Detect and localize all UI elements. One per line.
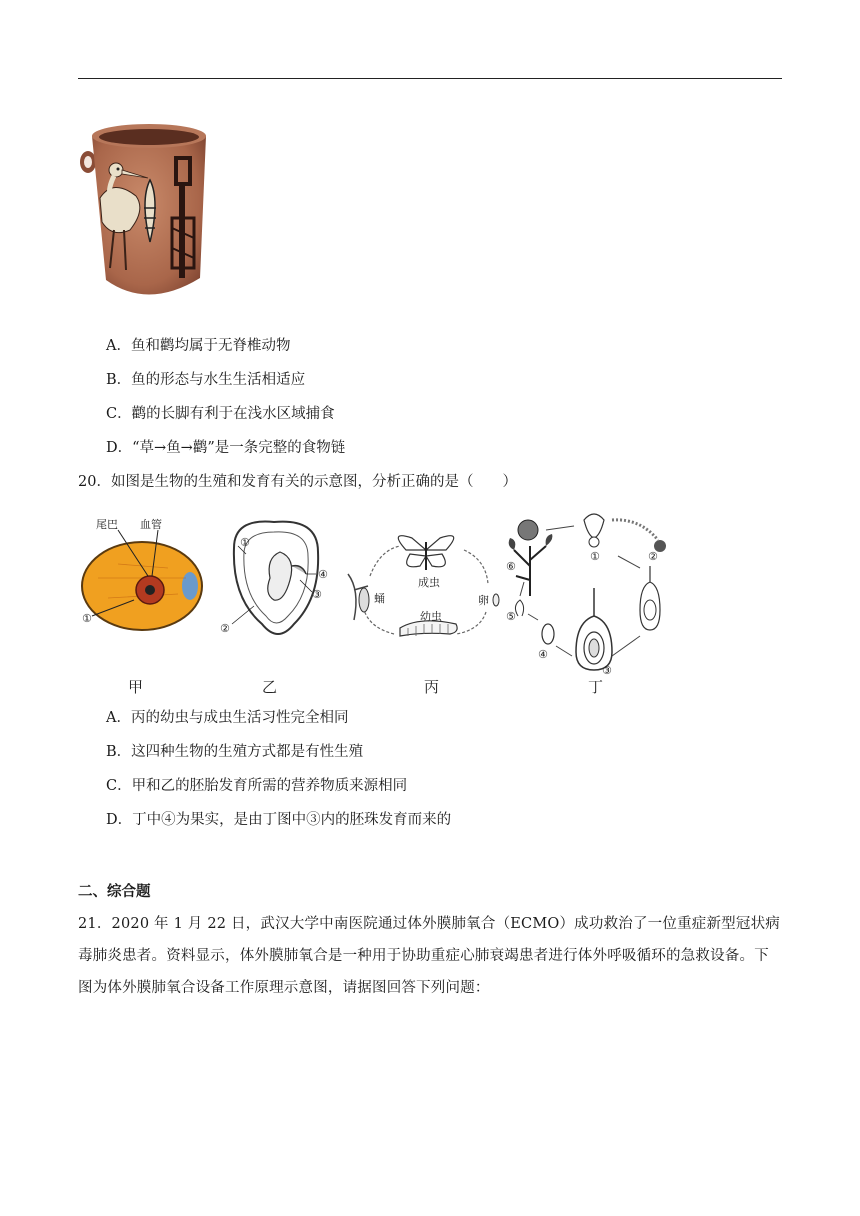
figure-bing-metamorphosis bbox=[340, 520, 510, 650]
yi-label-4: ④ bbox=[318, 568, 328, 581]
q20-option-c: C．甲和乙的胚胎发育所需的营养物质来源相同 bbox=[106, 778, 408, 794]
ding-label-5: ⑤ bbox=[506, 610, 516, 623]
q20-option-a: A．丙的幼虫与成虫生活习性完全相同 bbox=[106, 710, 349, 726]
panel-label-yi: 乙 bbox=[262, 678, 278, 696]
figure-ding-plant-cycle bbox=[500, 506, 680, 677]
bing-label-egg: 卵 bbox=[478, 594, 489, 607]
ding-label-2: ② bbox=[648, 550, 658, 563]
ding-label-1: ① bbox=[590, 550, 600, 563]
bing-label-larva: 幼虫 bbox=[420, 610, 442, 623]
q19-option-b: B．鱼的形态与水生生活相适应 bbox=[106, 372, 306, 388]
q21-text: 21．2020 年 1 月 22 日，武汉大学中南医院通过体外膜肺氧合（ECMO）成功救治了一位重症新型冠状病毒肺炎患者。资料显示，体外膜肺氧合是一种用于协助重症心肺衰竭患者进行体外呼吸循环的急救设备。下图为体外膜肺氧合设备工作原理示意图，请据图回答下列问题： bbox=[78, 916, 780, 996]
q20-option-d: D．丁中④为果实，是由丁图中③内的胚珠发育而来的 bbox=[106, 812, 452, 828]
q19-option-a: A．鱼和鹳均属于无脊椎动物 bbox=[106, 338, 291, 354]
figure-jia-egg bbox=[78, 508, 208, 638]
yi-label-1: ① bbox=[240, 536, 250, 549]
yi-label-2: ② bbox=[220, 622, 230, 635]
bing-label-pupa: 蛹 bbox=[374, 592, 385, 605]
panel-label-ding: 丁 bbox=[588, 678, 604, 696]
jia-label-vessel: 血管 bbox=[140, 518, 162, 531]
ding-label-6: ⑥ bbox=[506, 560, 516, 573]
q20-stem: 20．如图是生物的生殖和发育有关的示意图，分析正确的是（ ） bbox=[78, 474, 517, 490]
jia-label-1: ① bbox=[82, 612, 92, 625]
panel-label-bing: 丙 bbox=[424, 678, 440, 696]
jia-label-tail: 尾巴 bbox=[96, 518, 118, 531]
q19-option-c: C．鹳的长脚有利于在浅水区域捕食 bbox=[106, 406, 335, 422]
panel-label-jia: 甲 bbox=[128, 678, 144, 696]
yi-label-3: ③ bbox=[312, 588, 322, 601]
bing-label-adult: 成虫 bbox=[418, 576, 440, 589]
q19-option-d: D．“草→鱼→鹳”是一条完整的食物链 bbox=[106, 440, 346, 456]
ding-label-4: ④ bbox=[538, 648, 548, 661]
pottery-jar-image bbox=[78, 118, 218, 308]
q20-option-b: B．这四种生物的生殖方式都是有性生殖 bbox=[106, 744, 364, 760]
section-title: 二、综合题 bbox=[78, 883, 151, 900]
figure-yi-uterus bbox=[214, 518, 344, 648]
ding-label-3: ③ bbox=[602, 664, 612, 677]
header-rule bbox=[78, 78, 782, 79]
